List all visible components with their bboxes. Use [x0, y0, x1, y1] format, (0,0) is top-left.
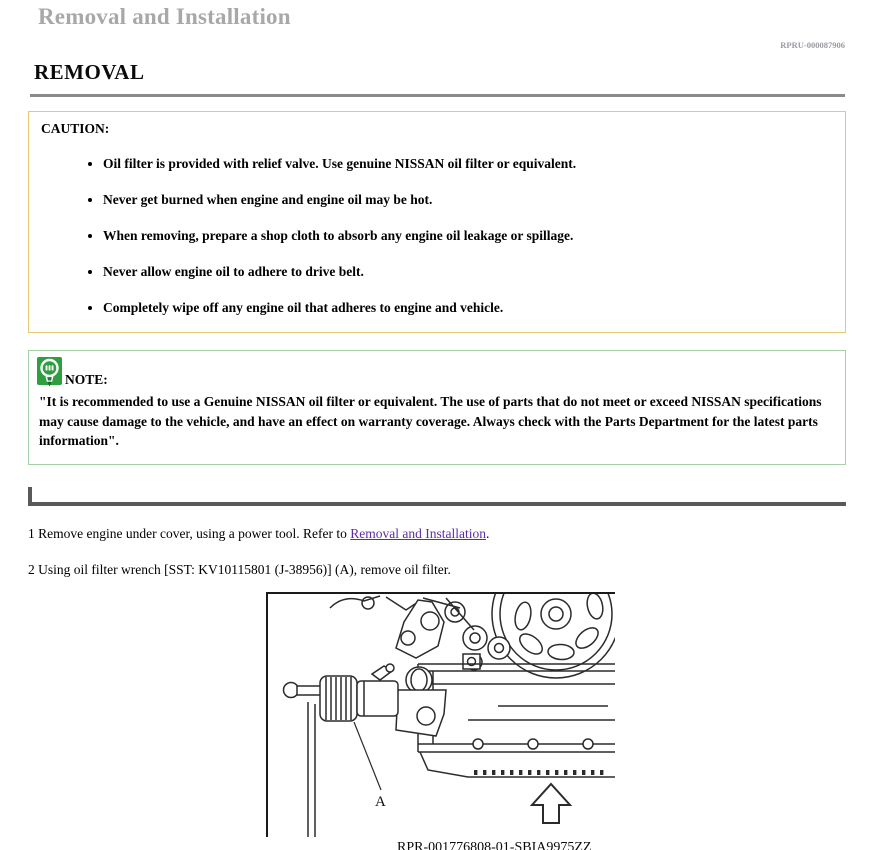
caution-item: • When removing, prepare a shop cloth to absorb any engine oil leakage or spillage. [103, 228, 831, 245]
divider-line [28, 502, 846, 506]
caution-item: • Oil filter is provided with relief valve. Use genuine NISSAN oil filter or equivalent. [103, 156, 831, 173]
note-header [37, 357, 835, 389]
page [0, 4, 873, 850]
step-1-period: . [485, 525, 490, 541]
caution-box [28, 111, 846, 333]
caution-item: • Never allow engine oil to adhere to drive belt. [103, 264, 831, 281]
removal-installation-link[interactable]: Removal and Installation [350, 525, 486, 541]
content-divider [28, 487, 846, 506]
caution-list [41, 156, 831, 316]
section-rule [30, 94, 845, 97]
engine-diagram [268, 594, 615, 837]
caution-label: CAUTION: [41, 121, 110, 136]
section-title: REMOVAL [34, 60, 145, 84]
page-title: Removal and Installation [38, 4, 291, 29]
note-box [28, 350, 846, 464]
step-1 [28, 525, 873, 543]
caution-item: • Completely wipe off any engine oil that adheres to engine and vehicle. [103, 300, 831, 317]
lightbulb-icon [37, 357, 63, 389]
note-label: NOTE: [65, 372, 108, 388]
engine-figure [266, 592, 615, 837]
doc-code: RPRU-000087906 [780, 40, 845, 50]
figure-label-a: A [375, 793, 386, 810]
note-text: "It is recommended to use a Genuine NISSAN oil filter or equivalent. The use of parts that do not meet or exceed NISSAN specifications may cause damage to the vehicle, and have an effect on warranty coverage. Always check with the Parts Department for the latest parts information". [39, 394, 822, 448]
figure-caption: RPR-001776808-01-SBIA9975ZZ [397, 839, 592, 850]
caution-item: • Never get burned when engine and engine oil may be hot. [103, 192, 831, 209]
step-2: 2 Using oil filter wrench [SST: KV10115801 (J-38956)] (A), remove oil filter. [28, 562, 451, 578]
step-1-text: 1 Remove engine under cover, using a power tool. Refer to [28, 525, 351, 541]
